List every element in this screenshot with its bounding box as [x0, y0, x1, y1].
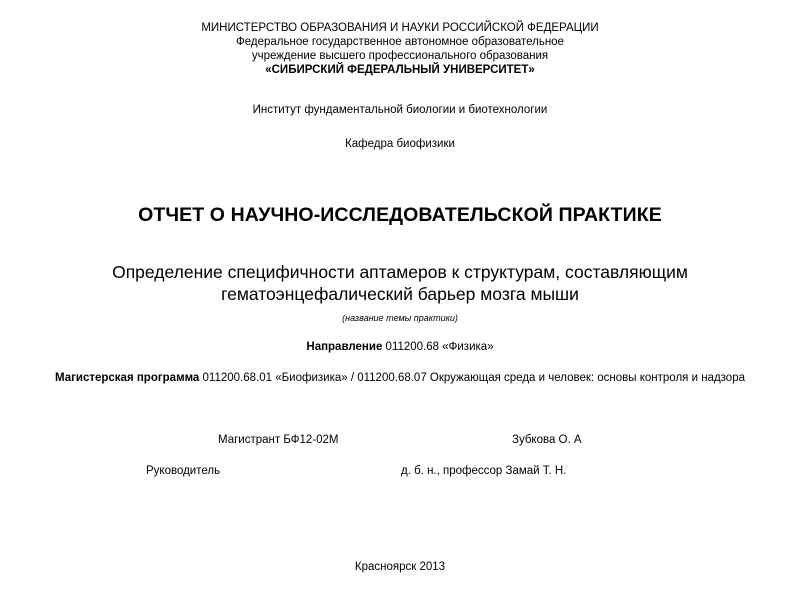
topic-line-2: гематоэнцефалический барьер мозга мыши: [221, 284, 579, 304]
city-year: Красноярск 2013: [354, 561, 446, 573]
topic-line-1: Определение специфичности аптамеров к структурам, составляющим: [112, 262, 688, 282]
student-name: Зубкова О. А: [512, 434, 582, 446]
institution-line-2: учреждение высшего профессионального образования: [251, 50, 549, 62]
report-title: ОТЧЕТ О НАУЧНО-ИССЛЕДОВАТЕЛЬСКОЙ ПРАКТИКЕ: [138, 204, 662, 226]
supervisor-name: д. б. н., профессор Замай Т. Н.: [401, 465, 567, 477]
institute-name: Институт фундаментальной биологии и биотехнологии: [252, 104, 548, 116]
direction-label: Направление: [306, 341, 383, 353]
department-name: Кафедра биофизики: [345, 138, 455, 150]
direction-value: 011200.68 «Физика»: [385, 341, 494, 353]
program-line: [0, 372, 800, 384]
program-label: Магистерская программа: [54, 372, 200, 384]
direction-line: [0, 341, 800, 353]
student-role: Магистрант БФ12-02М: [218, 434, 339, 446]
program-value: 011200.68.01 «Биофизика» / 011200.68.07 Окружающая среда и человек: основы контроля и надзора: [202, 372, 745, 384]
supervisor-role: Руководитель: [146, 465, 221, 477]
university-name: «СИБИРСКИЙ ФЕДЕРАЛЬНЫЙ УНИВЕРСИТЕТ»: [265, 64, 535, 76]
topic-hint: (название темы практики): [342, 313, 458, 323]
institution-line-1: Федеральное государственное автономное образовательное: [236, 36, 564, 48]
ministry-header: МИНИСТЕРСТВО ОБРАЗОВАНИЯ И НАУКИ РОССИЙСКОЙ ФЕДЕРАЦИИ: [201, 22, 599, 34]
